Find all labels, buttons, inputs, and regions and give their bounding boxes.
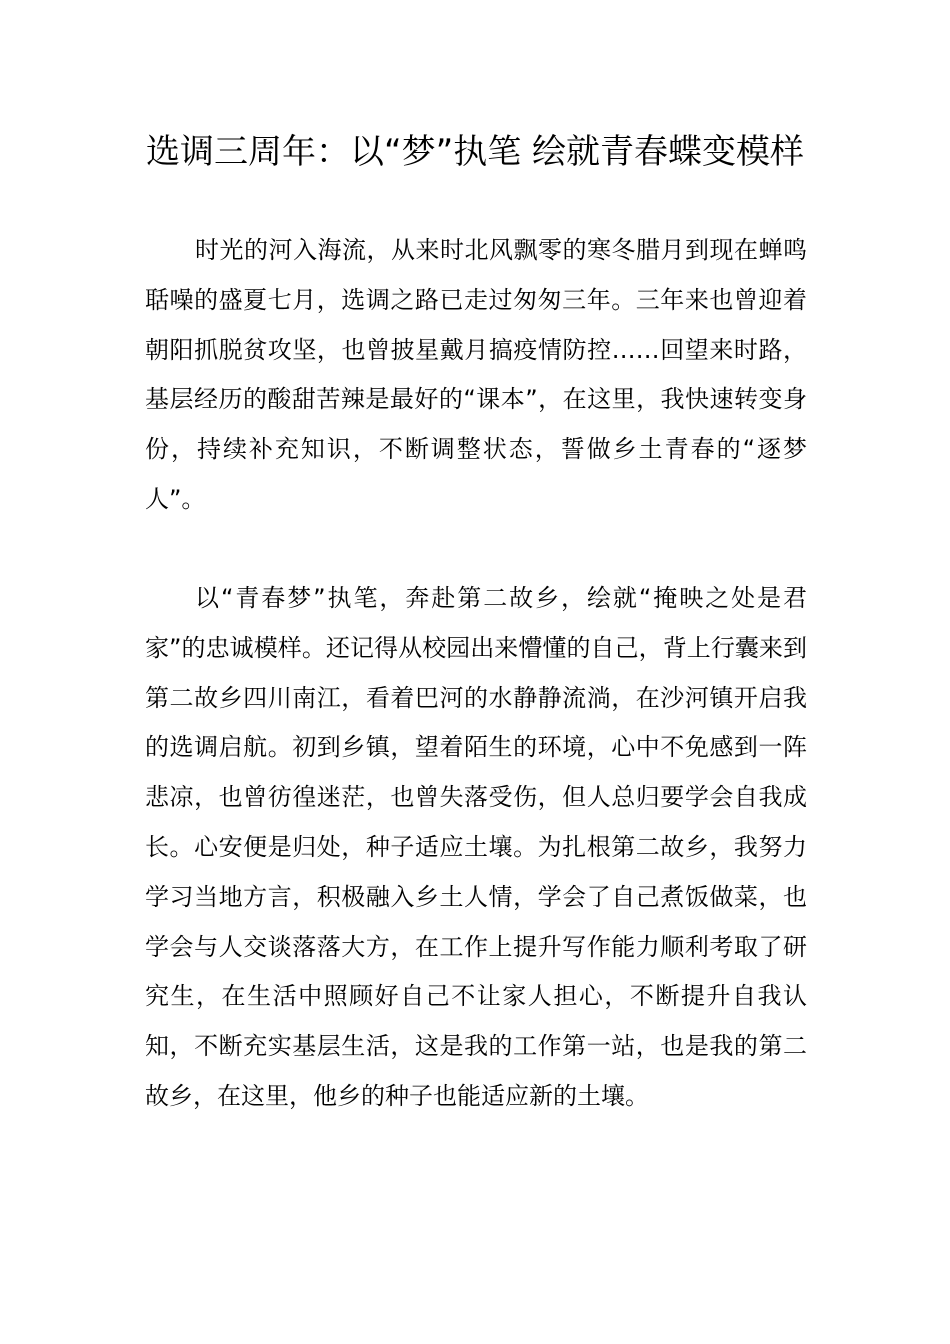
paragraph: 时光的河入海流，从来时北风飘零的寒冬腊月到现在蝉鸣聒噪的盛夏七月，选调之路已走过匆匆三年。三年来也曾迎着朝阳抓脱贫攻坚，也曾披星戴月搞疫情防控……回望来时路，基层经历的酸甜苦辣是最好的“课本”，在这里，我快速转变身份，持续补充知识，不断调整状态，誓做乡土青春的“逐梦人”。 [145, 236, 807, 513]
document-title: 选调三周年：以“梦”执笔 绘就青春蝶变模样 [145, 132, 805, 172]
paragraph: 以“青春梦”执笔，奔赴第二故乡，绘就“掩映之处是君家”的忠诚模样。还记得从校园出来懵懂的自己，背上行囊来到第二故乡四川南江，看着巴河的水静静流淌，在沙河镇开启我的选调启航。初到乡镇，望着陌生的环境，心中不免感到一阵悲凉，也曾彷徨迷茫，也曾失落受伤，但人总归要学会自我成长。心安便是归处，种子适应土壤。为扎根第二故乡，我努力学习当地方言，积极融入乡土人情，学会了自己煮饭做菜，也学会与人交谈落落大方，在工作上提升写作能力顺利考取了研究生，在生活中照顾好自己不让家人担心，不断提升自我认知，不断充实基层生活，这是我的工作第一站，也是我的第二故乡，在这里，他乡的种子也能适应新的土壤。 [145, 584, 807, 1110]
